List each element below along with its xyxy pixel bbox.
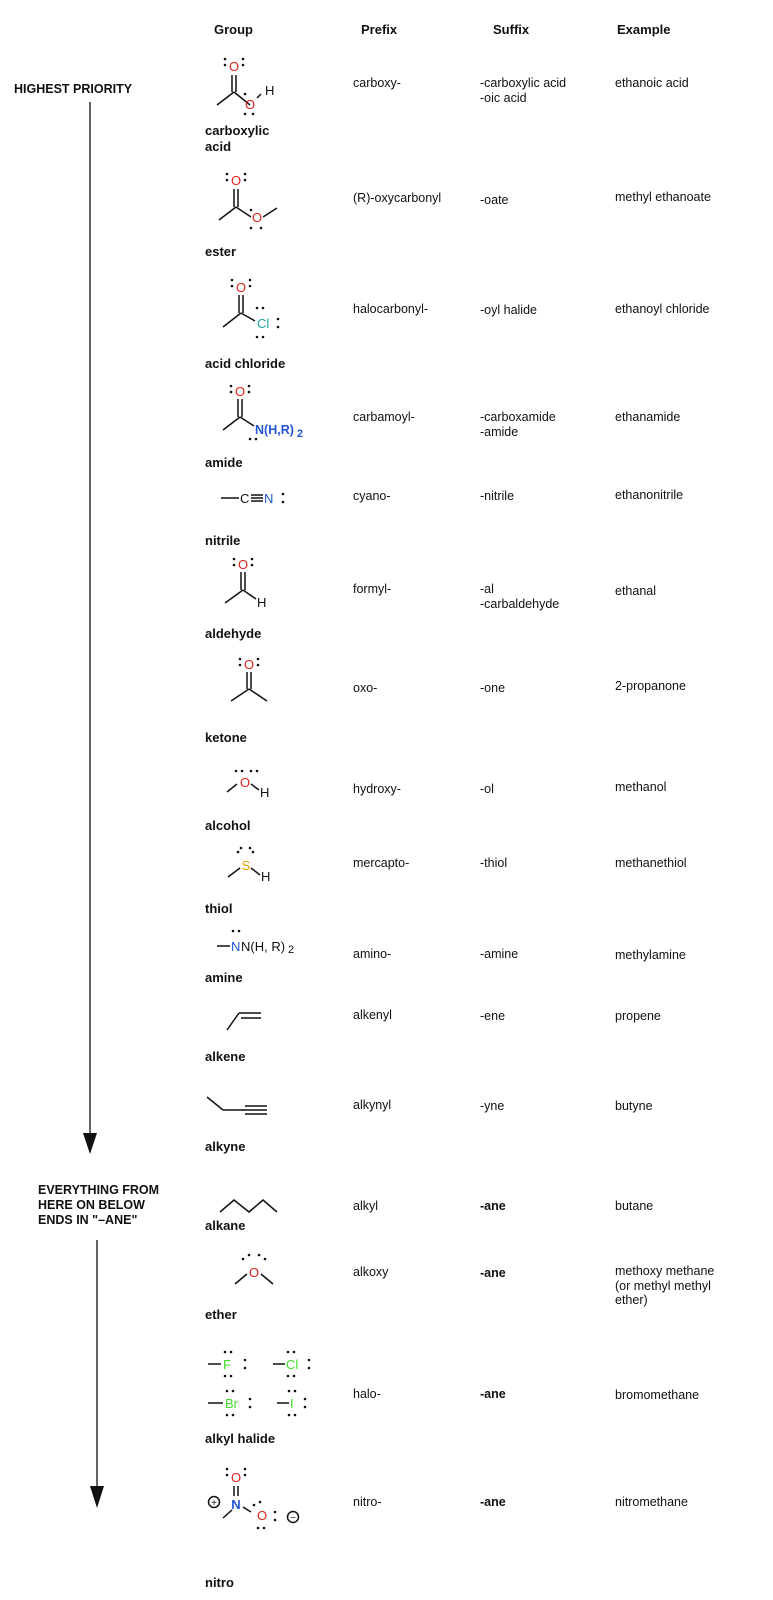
nitrogen-atom: N [264, 491, 274, 506]
header-suffix: Suffix [493, 22, 530, 37]
suffix-line: -amine [480, 947, 519, 961]
example-line: butyne [615, 1099, 653, 1113]
example-cell [615, 1009, 765, 1024]
alkyl-halide-structure [205, 1345, 315, 1430]
suffix-cell [480, 410, 605, 439]
ester-structure [205, 165, 315, 250]
oxygen-atom: O [248, 1265, 260, 1280]
row-amide [0, 382, 773, 482]
suffix-cell [480, 681, 605, 696]
negative-charge-icon: − [290, 1513, 296, 1524]
group-name [205, 730, 315, 746]
ane-note-line-1: EVERYTHING FROM [38, 1183, 160, 1197]
row-ether [0, 1247, 773, 1337]
example-cell [615, 1099, 765, 1114]
prefix-cell: alkynyl [353, 1098, 392, 1112]
group-name [205, 533, 315, 549]
carbon-atom: C [240, 491, 250, 506]
acid-chloride-structure [205, 275, 315, 360]
group-name [205, 626, 315, 642]
row-alkyne [0, 1088, 773, 1168]
suffix-line: -al [480, 582, 494, 596]
oxygen-atom: O [234, 384, 246, 399]
oxygen-atom: O [256, 1508, 268, 1523]
example-line: butane [615, 1199, 654, 1213]
prefix-cell: mercapto- [353, 856, 410, 870]
header-prefix: Prefix [361, 22, 398, 37]
suffix-cell [480, 303, 605, 318]
prefix-cell: carbamoyl- [353, 410, 415, 424]
prefix-cell: halocarbonyl- [353, 302, 429, 316]
example-line: methoxy methane [615, 1264, 715, 1278]
example-line: ether) [615, 1293, 648, 1307]
prefix-cell: hydroxy- [353, 782, 401, 796]
sulfur-atom: S [241, 858, 251, 873]
prefix-cell: cyano- [353, 489, 391, 503]
example-cell [615, 76, 765, 91]
suffix-line: -oyl halide [480, 303, 537, 317]
example-cell [615, 1199, 765, 1214]
prefix-cell: oxo- [353, 681, 378, 695]
suffix-cell [480, 782, 605, 797]
nitrogen-atom: N [231, 1497, 241, 1512]
example-cell [615, 410, 765, 425]
group-name-line: thiol [205, 901, 233, 916]
row-nitrile [0, 482, 773, 552]
suffix-line: -thiol [480, 856, 508, 870]
row-ketone [0, 653, 773, 753]
example-cell [615, 302, 765, 317]
nitrogen-atom: N [231, 939, 241, 954]
chlorine-atom: Cl [286, 1357, 299, 1372]
suffix-line: -ol [480, 782, 494, 796]
header-example: Example [617, 22, 671, 37]
group-name-line: nitro [205, 1575, 234, 1590]
group-name [205, 1049, 315, 1065]
example-cell [615, 1388, 765, 1403]
group-name [205, 123, 315, 155]
suffix-line: -carboxamide [480, 410, 556, 424]
group-name-line: alkene [205, 1049, 246, 1064]
row-nitro [0, 1465, 773, 1600]
prefix-cell: alkyl [353, 1199, 379, 1213]
example-line: (or methyl methyl [615, 1278, 711, 1293]
prefix-cell: nitro- [353, 1495, 382, 1509]
suffix-line: -carbaldehyde [480, 596, 560, 611]
prefix-cell: carboxy- [353, 76, 401, 90]
example-cell [615, 679, 765, 694]
alkene-structure [205, 998, 315, 1083]
group-name [205, 1307, 315, 1323]
hydrogen-atom: H [261, 869, 271, 884]
example-cell [615, 1264, 765, 1308]
example-line: methylamine [615, 948, 686, 962]
group-name-line: ether [205, 1307, 237, 1322]
example-cell [615, 1495, 765, 1510]
header-group: Group [214, 22, 253, 37]
group-name-line: amide [205, 455, 243, 470]
row-carboxylic-acid [0, 50, 773, 160]
group-name-line: alkyl halide [205, 1431, 276, 1446]
row-acid-chloride [0, 275, 773, 375]
prefix-cell: (R)-oxycarbonyl [353, 191, 442, 205]
row-thiol [0, 843, 773, 923]
row-aldehyde [0, 555, 773, 650]
example-cell [615, 488, 765, 503]
group-name [205, 970, 315, 986]
amide-nitrogen-group: N(H,R) 2 [255, 423, 304, 440]
suffix-cell [480, 1099, 605, 1114]
suffix-line: -oic acid [480, 90, 527, 105]
suffix-cell [480, 489, 605, 504]
amine-substituents: N(H, R) 2 [241, 939, 295, 956]
suffix-cell [480, 1387, 605, 1402]
example-line: methanol [615, 780, 667, 794]
group-name-line: ester [205, 244, 237, 259]
row-alkane [0, 1188, 773, 1243]
suffix-line: -yne [480, 1099, 505, 1113]
example-line: nitromethane [615, 1495, 688, 1509]
example-line: ethanoyl chloride [615, 302, 710, 316]
oxygen-atom: O [237, 557, 249, 572]
suffix-cell [480, 1199, 605, 1214]
example-line: bromomethane [615, 1388, 700, 1402]
group-name-line: aldehyde [205, 626, 262, 641]
row-alcohol [0, 760, 773, 840]
example-cell [615, 584, 765, 599]
example-line: ethanoic acid [615, 76, 689, 90]
group-name-line: alkyne [205, 1139, 246, 1154]
group-name [205, 455, 315, 471]
suffix-cell [480, 193, 605, 208]
example-cell [615, 856, 765, 871]
hydrogen-atom: H [265, 83, 275, 98]
oxygen-atom: O [243, 657, 255, 672]
oxygen-atom: O [244, 97, 256, 112]
example-line: propene [615, 1009, 661, 1023]
group-name-line: carboxylic [205, 123, 270, 138]
row-ester [0, 165, 773, 265]
suffix-cell [480, 76, 605, 105]
suffix-cell [480, 1009, 605, 1024]
suffix-line: -nitrile [480, 489, 515, 503]
prefix-cell: alkenyl [353, 1008, 392, 1022]
ketone-structure [205, 653, 315, 738]
group-name [205, 1431, 315, 1447]
suffix-line: -one [480, 681, 506, 695]
group-name [205, 1575, 315, 1591]
suffix-line: -carboxylic acid [480, 76, 567, 90]
oxygen-atom: O [235, 280, 247, 295]
hydrogen-atom: H [257, 595, 267, 610]
suffix-cell [480, 1495, 605, 1510]
example-line: ethanamide [615, 410, 681, 424]
group-name [205, 818, 315, 834]
suffix-line: -oate [480, 193, 509, 207]
oxygen-atom: O [230, 173, 242, 188]
example-cell [615, 190, 765, 205]
suffix-line: -ane [480, 1495, 506, 1509]
nitro-structure [205, 1465, 315, 1550]
bromine-atom: Br [225, 1396, 238, 1411]
ane-note-line-2: HERE ON BELOW [38, 1198, 145, 1212]
row-amine [0, 925, 773, 995]
oxygen-atom: O [230, 1470, 242, 1485]
group-name [205, 901, 315, 917]
oxygen-atom: O [251, 210, 263, 225]
suffix-line: -ane [480, 1266, 506, 1280]
oxygen-atom: O [228, 59, 240, 74]
example-cell [615, 948, 765, 963]
suffix-cell [480, 1266, 605, 1281]
example-line: methanethiol [615, 856, 687, 870]
suffix-line: -ene [480, 1009, 506, 1023]
prefix-cell: alkoxy [353, 1265, 389, 1279]
chlorine-atom: Cl [257, 316, 270, 331]
example-line: methyl ethanoate [615, 190, 711, 204]
group-name [205, 356, 315, 372]
group-name-line: alkane [205, 1218, 246, 1233]
hydrogen-atom: H [260, 785, 270, 800]
prefix-cell: amino- [353, 947, 392, 961]
highest-priority-label: HIGHEST PRIORITY [14, 82, 133, 96]
oxygen-atom: O [239, 775, 251, 790]
example-line: ethanonitrile [615, 488, 684, 502]
prefix-cell: halo- [353, 1387, 381, 1401]
alkyne-structure [205, 1088, 315, 1173]
ane-note-line-3: ENDS IN "–ANE" [38, 1213, 138, 1227]
fluorine-atom: F [223, 1357, 231, 1372]
group-name-line: ketone [205, 730, 247, 745]
group-name-line: acid chloride [205, 356, 286, 371]
group-name [205, 1139, 315, 1155]
suffix-cell [480, 582, 605, 611]
group-name-line: acid [205, 139, 232, 154]
prefix-cell: formyl- [353, 582, 392, 596]
example-cell [615, 780, 765, 795]
suffix-cell [480, 947, 605, 962]
group-name [205, 1218, 315, 1234]
group-name-line: alcohol [205, 818, 251, 833]
group-name [205, 244, 315, 260]
example-line: 2-propanone [615, 679, 686, 693]
example-line: ethanal [615, 584, 657, 598]
row-alkyl-halide [0, 1345, 773, 1460]
suffix-line: -amide [480, 424, 519, 439]
row-alkene [0, 998, 773, 1078]
suffix-line: -ane [480, 1199, 506, 1213]
iodine-atom: I [290, 1396, 294, 1411]
positive-charge-icon: + [211, 1498, 217, 1509]
group-name-line: amine [205, 970, 243, 985]
suffix-cell [480, 856, 605, 871]
group-name-line: nitrile [205, 533, 241, 548]
suffix-line: -ane [480, 1387, 506, 1401]
